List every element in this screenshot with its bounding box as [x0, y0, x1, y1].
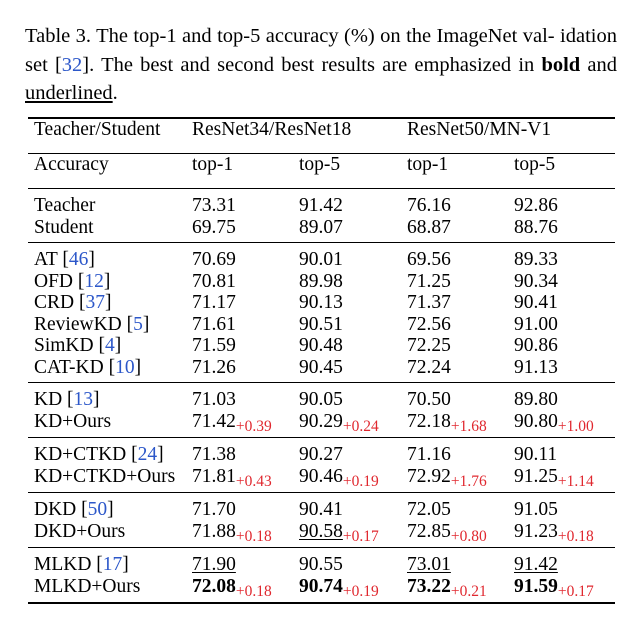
accuracy-value: 71.59	[192, 335, 236, 356]
improvement-delta: +0.21	[450, 582, 487, 600]
value-cell	[192, 493, 299, 521]
method-cell	[28, 314, 192, 336]
cite-close-bracket: ]	[103, 270, 111, 292]
improvement-delta: +0.39	[235, 417, 272, 435]
header-top5-a: top-5	[299, 154, 407, 189]
accuracy-value: 91.23	[514, 520, 558, 542]
header-top1-a: top-1	[192, 154, 299, 189]
method-citation[interactable]: 12	[84, 270, 104, 292]
value-cell	[299, 438, 407, 466]
accuracy-value: 90.27	[299, 444, 343, 465]
accuracy-value: 73.31	[192, 195, 236, 216]
value-cell	[514, 357, 615, 383]
value-cell	[299, 521, 407, 548]
results-table	[28, 117, 615, 604]
value-cell	[514, 438, 615, 466]
method-name: ReviewKD	[34, 313, 127, 335]
method-name: KD+Ours	[34, 410, 112, 432]
header-resnet50-mnv1: ResNet50/MN-V1	[407, 118, 615, 154]
method-name: Student	[34, 216, 94, 238]
method-name: CAT-KD	[34, 356, 109, 378]
value-cell	[407, 383, 514, 411]
value-cell	[299, 576, 407, 604]
value-cell	[407, 411, 514, 438]
table-row	[28, 383, 615, 411]
method-citation[interactable]: 46	[68, 249, 89, 270]
method-name: DKD+Ours	[34, 520, 126, 542]
header-resnet34-resnet18: ResNet34/ResNet18	[192, 118, 407, 154]
accuracy-value: 91.25	[514, 465, 558, 487]
method-citation[interactable]: 4	[104, 335, 115, 356]
method-cell	[28, 383, 192, 411]
method-citation[interactable]: 10	[115, 356, 135, 378]
accuracy-value: 73.22	[407, 575, 451, 597]
value-cell	[192, 466, 299, 493]
improvement-delta: +0.19	[342, 472, 379, 490]
accuracy-value: 71.61	[192, 313, 236, 335]
accuracy-value: 90.58	[299, 520, 343, 542]
value-cell	[407, 521, 514, 548]
value-cell	[299, 411, 407, 438]
method-cell	[28, 357, 192, 383]
cite-open-bracket: [	[126, 313, 134, 335]
caption-bold-word: bold	[541, 53, 581, 76]
accuracy-value: 90.11	[514, 444, 558, 465]
value-cell	[299, 243, 407, 271]
value-cell	[299, 335, 407, 357]
accuracy-value: 88.76	[514, 216, 558, 238]
method-cell	[28, 217, 192, 243]
accuracy-value: 90.34	[514, 270, 558, 292]
method-name: MLKD	[34, 554, 97, 575]
accuracy-value: 91.13	[514, 356, 558, 378]
improvement-delta: +1.14	[557, 472, 594, 490]
method-name: Teacher	[34, 195, 96, 216]
method-cell	[28, 493, 192, 521]
value-cell	[192, 411, 299, 438]
cite-open-bracket: [	[131, 444, 138, 465]
cite-close-bracket: ]	[122, 554, 129, 575]
value-cell	[407, 548, 514, 576]
caption-underlined-word: underlined	[25, 82, 113, 104]
method-cell	[28, 335, 192, 357]
value-cell	[407, 243, 514, 271]
method-name: KD	[34, 389, 68, 410]
accuracy-value: 90.05	[299, 389, 343, 410]
method-name: CRD	[34, 292, 79, 313]
improvement-delta: +0.18	[235, 527, 272, 545]
method-name: KD+CTKD	[34, 444, 132, 465]
value-cell	[299, 314, 407, 336]
accuracy-value: 71.81	[192, 465, 236, 487]
method-cell	[28, 292, 192, 314]
method-citation[interactable]: 24	[137, 444, 158, 465]
improvement-delta: +0.17	[342, 527, 379, 545]
value-cell	[407, 576, 514, 604]
value-cell	[192, 271, 299, 293]
accuracy-value: 91.42	[514, 554, 558, 575]
value-cell	[514, 292, 615, 314]
improvement-delta: +0.43	[235, 472, 272, 490]
accuracy-value: 71.88	[192, 520, 236, 542]
accuracy-value: 72.18	[407, 410, 451, 432]
value-cell	[407, 189, 514, 217]
header-row-1	[28, 118, 615, 154]
cite-open-bracket: [	[62, 249, 69, 270]
improvement-delta: +1.00	[557, 417, 594, 435]
value-cell	[192, 383, 299, 411]
method-name: SimKD	[34, 335, 99, 356]
accuracy-value: 70.50	[407, 389, 451, 410]
value-cell	[299, 357, 407, 383]
cite-open-bracket: [	[108, 356, 116, 378]
accuracy-value: 90.86	[514, 335, 558, 356]
value-cell	[407, 292, 514, 314]
method-name: OFD	[34, 270, 78, 292]
accuracy-value: 72.56	[407, 313, 451, 335]
method-cell	[28, 521, 192, 548]
value-cell	[407, 314, 514, 336]
value-cell	[299, 466, 407, 493]
accuracy-value: 92.86	[514, 195, 558, 216]
value-cell	[192, 438, 299, 466]
caption-text-2: ]. The best and second best results are emphasized in	[82, 53, 542, 76]
value-cell	[299, 189, 407, 217]
value-cell	[514, 189, 615, 217]
accuracy-value: 90.29	[299, 410, 343, 432]
method-cell	[28, 466, 192, 493]
table-row	[28, 271, 615, 293]
header-top5-b: top-5	[514, 154, 615, 189]
improvement-delta: +0.24	[342, 417, 379, 435]
improvement-delta: +1.68	[450, 417, 487, 435]
value-cell	[192, 217, 299, 243]
value-cell	[514, 576, 615, 604]
value-cell	[299, 548, 407, 576]
accuracy-value: 72.25	[407, 335, 451, 356]
cite-close-bracket: ]	[142, 313, 150, 335]
accuracy-value: 71.03	[192, 389, 236, 410]
accuracy-value: 69.75	[192, 216, 236, 238]
value-cell	[514, 383, 615, 411]
accuracy-value: 90.80	[514, 410, 558, 432]
value-cell	[407, 438, 514, 466]
accuracy-value: 90.55	[299, 554, 343, 575]
accuracy-value: 71.17	[192, 292, 236, 313]
table-row	[28, 576, 615, 604]
improvement-delta: +0.80	[450, 527, 487, 545]
accuracy-value: 90.74	[299, 575, 343, 597]
header-teacher-student: Teacher/Student	[28, 118, 192, 154]
cite-close-bracket: ]	[134, 356, 142, 378]
accuracy-value: 89.07	[299, 216, 343, 238]
accuracy-value: 72.24	[407, 356, 451, 378]
accuracy-value: 73.01	[407, 554, 451, 575]
value-cell	[299, 271, 407, 293]
table-row	[28, 243, 615, 271]
accuracy-value: 71.25	[407, 270, 451, 292]
accuracy-value: 89.33	[514, 249, 558, 270]
method-cell	[28, 576, 192, 604]
value-cell	[407, 357, 514, 383]
cite-close-bracket: ]	[104, 292, 112, 313]
table-row	[28, 335, 615, 357]
value-cell	[514, 271, 615, 293]
value-cell	[514, 521, 615, 548]
accuracy-value: 90.51	[299, 313, 343, 335]
accuracy-value: 91.42	[299, 195, 343, 216]
caption-end: .	[112, 82, 118, 104]
method-cell	[28, 548, 192, 576]
cite-open-bracket: [	[96, 554, 103, 575]
improvement-delta: +0.18	[557, 527, 594, 545]
accuracy-value: 72.08	[192, 575, 236, 597]
cite-close-bracket: ]	[93, 389, 100, 410]
accuracy-value: 69.56	[407, 249, 451, 270]
method-cell	[28, 189, 192, 217]
table-row	[28, 548, 615, 576]
method-cell	[28, 411, 192, 438]
method-name: MLKD+Ours	[34, 575, 141, 597]
value-cell	[407, 335, 514, 357]
accuracy-value: 71.90	[192, 554, 236, 575]
accuracy-value: 71.16	[407, 444, 451, 465]
value-cell	[192, 548, 299, 576]
accuracy-value: 72.85	[407, 520, 451, 542]
method-citation[interactable]: 17	[102, 554, 123, 575]
table-row	[28, 217, 615, 243]
accuracy-value: 72.05	[407, 499, 451, 520]
method-name: AT	[34, 249, 63, 270]
improvement-delta: +0.18	[235, 582, 272, 600]
value-cell	[299, 493, 407, 521]
value-cell	[514, 335, 615, 357]
improvement-delta: +0.17	[557, 582, 594, 600]
value-cell	[514, 314, 615, 336]
table-row	[28, 292, 615, 314]
value-cell	[192, 521, 299, 548]
method-citation[interactable]: 50	[87, 499, 108, 520]
value-cell	[192, 576, 299, 604]
results-table-body	[28, 118, 615, 603]
value-cell	[407, 466, 514, 493]
accuracy-value: 71.42	[192, 410, 236, 432]
cite-close-bracket: ]	[88, 249, 95, 270]
value-cell	[514, 466, 615, 493]
table-row	[28, 357, 615, 383]
accuracy-value: 91.05	[514, 499, 558, 520]
header-row-2	[28, 154, 615, 189]
value-cell	[299, 292, 407, 314]
table-row	[28, 189, 615, 217]
value-cell	[192, 189, 299, 217]
method-citation[interactable]: 37	[85, 292, 105, 313]
value-cell	[514, 243, 615, 271]
value-cell	[514, 493, 615, 521]
accuracy-value: 90.41	[514, 292, 558, 313]
cite-open-bracket: [	[81, 499, 88, 520]
method-name: KD+CTKD+Ours	[34, 465, 176, 487]
cite-close-bracket: ]	[107, 499, 114, 520]
accuracy-value: 89.80	[514, 389, 558, 410]
value-cell	[514, 548, 615, 576]
accuracy-value: 91.00	[514, 313, 558, 335]
caption-text-1: Table 3. The top-1 and top-5 accuracy (%) on the ImageNet val- idation set [	[25, 25, 617, 76]
accuracy-value: 71.26	[192, 356, 236, 378]
value-cell	[192, 357, 299, 383]
improvement-delta: +1.76	[450, 472, 487, 490]
accuracy-value: 70.69	[192, 249, 236, 270]
table-row	[28, 314, 615, 336]
accuracy-value: 90.45	[299, 356, 343, 378]
table-row	[28, 521, 615, 548]
accuracy-value: 72.92	[407, 465, 451, 487]
accuracy-value: 91.59	[514, 575, 558, 597]
table-row	[28, 466, 615, 493]
method-cell	[28, 243, 192, 271]
header-top1-b: top-1	[407, 154, 514, 189]
method-cell	[28, 438, 192, 466]
cite-open-bracket: [	[78, 292, 86, 313]
accuracy-value: 90.13	[299, 292, 343, 313]
value-cell	[192, 314, 299, 336]
accuracy-value: 90.48	[299, 335, 343, 356]
accuracy-value: 76.16	[407, 195, 451, 216]
value-cell	[514, 217, 615, 243]
accuracy-value: 68.87	[407, 216, 451, 238]
table-row	[28, 493, 615, 521]
value-cell	[192, 292, 299, 314]
accuracy-value: 70.81	[192, 270, 236, 292]
caption-citation[interactable]: 32	[61, 53, 83, 76]
cite-open-bracket: [	[77, 270, 85, 292]
cite-close-bracket: ]	[114, 335, 122, 356]
method-name: DKD	[34, 499, 82, 520]
accuracy-value: 71.70	[192, 499, 236, 520]
value-cell	[407, 271, 514, 293]
value-cell	[192, 243, 299, 271]
accuracy-value: 90.46	[299, 465, 343, 487]
table-row	[28, 438, 615, 466]
method-citation[interactable]: 5	[133, 313, 143, 335]
accuracy-value: 71.38	[192, 444, 236, 465]
improvement-delta: +0.19	[342, 582, 379, 600]
accuracy-value: 71.37	[407, 292, 451, 313]
cite-open-bracket: [	[98, 335, 105, 356]
method-citation[interactable]: 13	[73, 389, 94, 410]
accuracy-value: 90.41	[299, 499, 343, 520]
value-cell	[407, 217, 514, 243]
value-cell	[299, 383, 407, 411]
table-row	[28, 411, 615, 438]
cite-close-bracket: ]	[157, 444, 164, 465]
value-cell	[299, 217, 407, 243]
value-cell	[514, 411, 615, 438]
accuracy-value: 90.01	[299, 249, 343, 270]
table-caption	[25, 22, 617, 108]
cite-open-bracket: [	[67, 389, 74, 410]
header-accuracy: Accuracy	[28, 154, 192, 189]
accuracy-value: 89.98	[299, 270, 343, 292]
value-cell	[407, 493, 514, 521]
caption-and: and	[580, 53, 617, 76]
method-cell	[28, 271, 192, 293]
value-cell	[192, 335, 299, 357]
